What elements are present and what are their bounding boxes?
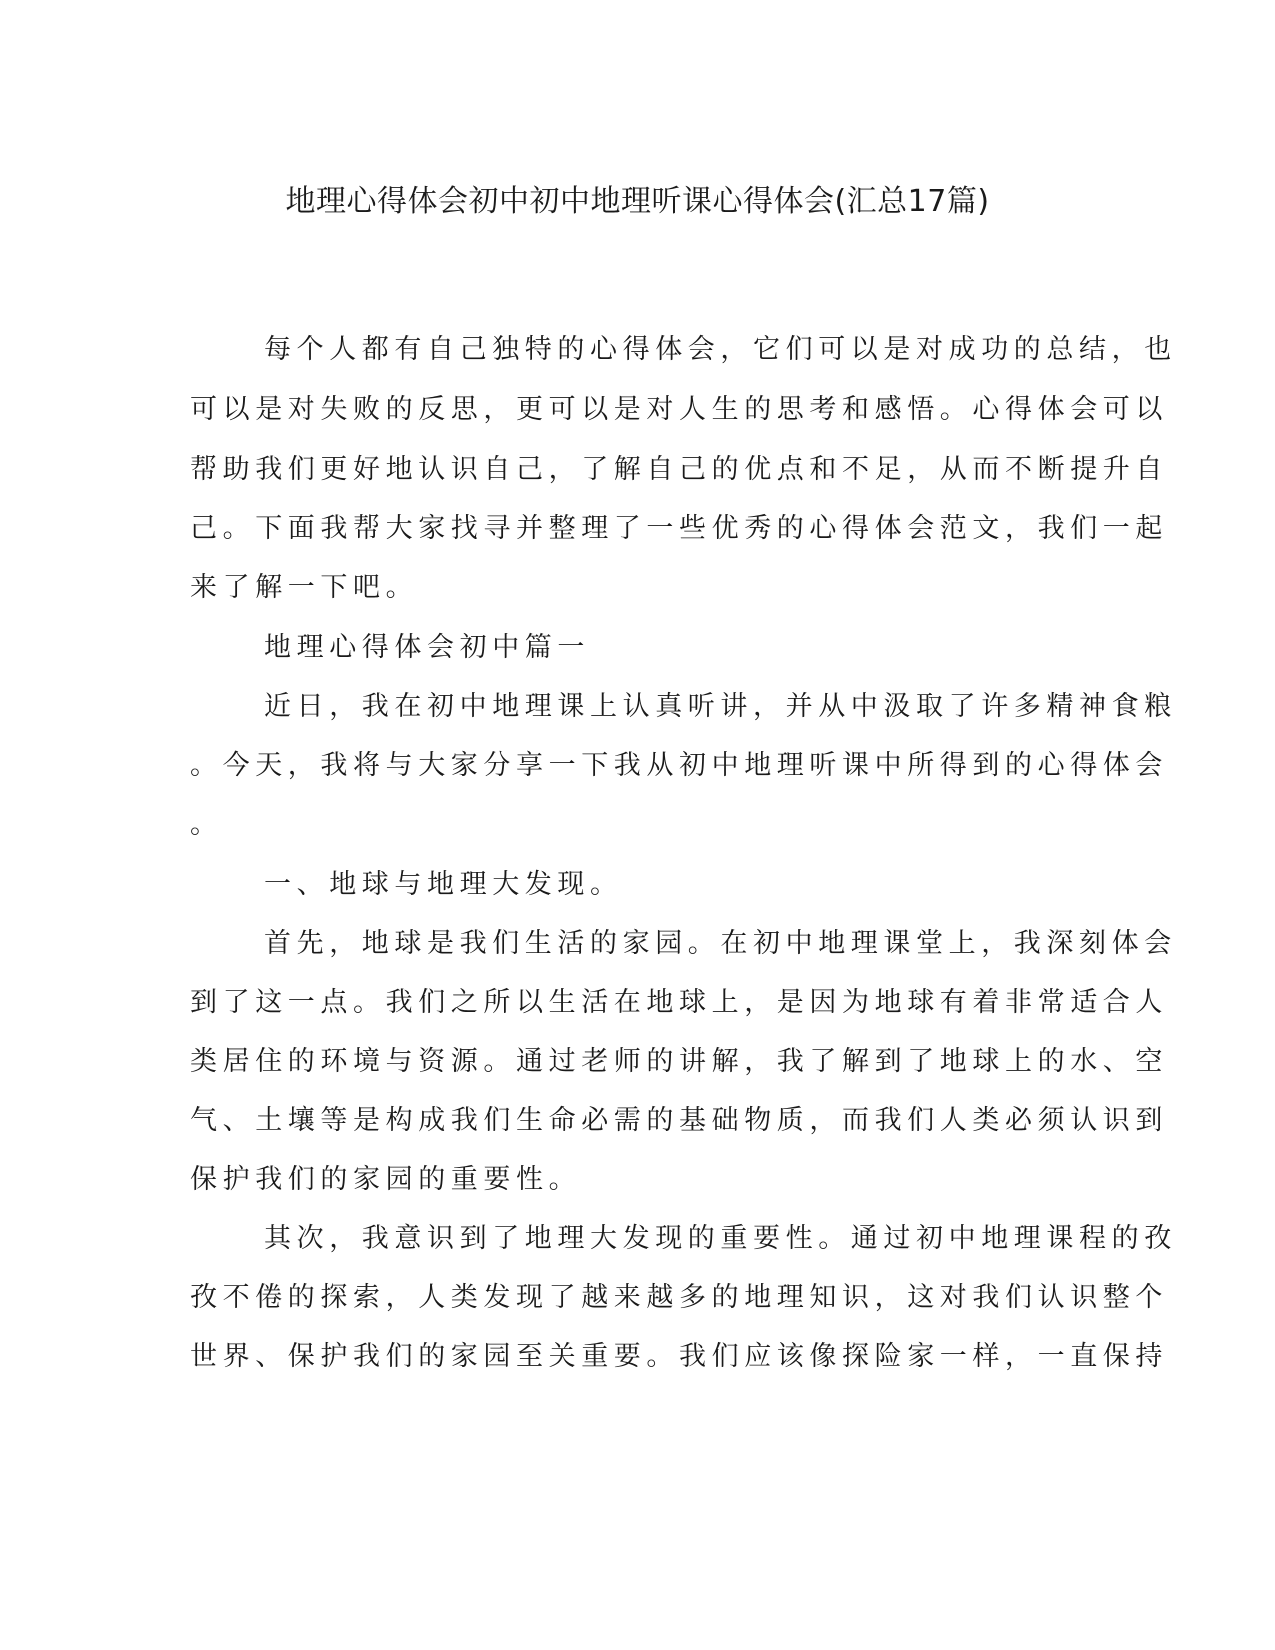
document-title: 地理心得体会初中初中地理听课心得体会(汇总17篇) [285,184,990,219]
paragraph-line: 到了这一点。我们之所以生活在地球上，是因为地球有着非常适合人 [190,987,1168,1018]
paragraph-line: 帮助我们更好地认识自己，了解自己的优点和不足，从而不断提升自 [190,454,1168,485]
paragraph-line: 近日，我在初中地理课上认真听讲，并从中汲取了许多精神食粮 [264,691,1177,722]
paragraph-line: 孜不倦的探索，人类发现了越来越多的地理知识，这对我们认识整个 [190,1282,1168,1313]
paragraph-line: 其次，我意识到了地理大发现的重要性。通过初中地理课程的孜 [264,1223,1177,1254]
paragraph-line: 来了解一下吧。 [190,572,419,603]
subsection-heading: 一、地球与地理大发现。 [264,869,623,900]
paragraph-line: 可以是对失败的反思，更可以是对人生的思考和感悟。心得体会可以 [190,394,1168,425]
paragraph-line: 己。下面我帮大家找寻并整理了一些优秀的心得体会范文，我们一起 [190,513,1168,544]
paragraph-line: 。今天，我将与大家分享一下我从初中地理听课中所得到的心得体会 [190,750,1168,781]
paragraph-line: 每个人都有自己独特的心得体会，它们可以是对成功的总结，也 [264,334,1177,365]
paragraph-line: 保护我们的家园的重要性。 [190,1164,582,1195]
paragraph-line: 首先，地球是我们生活的家园。在初中地理课堂上，我深刻体会 [264,928,1177,959]
section-heading: 地理心得体会初中篇一 [264,632,590,663]
paragraph-line: 。 [190,809,223,840]
paragraph-line: 世界、保护我们的家园至关重要。我们应该像探险家一样，一直保持 [190,1341,1168,1372]
paragraph-line: 气、土壤等是构成我们生命必需的基础物质，而我们人类必须认识到 [190,1105,1168,1136]
paragraph-line: 类居住的环境与资源。通过老师的讲解，我了解到了地球上的水、空 [190,1046,1168,1077]
